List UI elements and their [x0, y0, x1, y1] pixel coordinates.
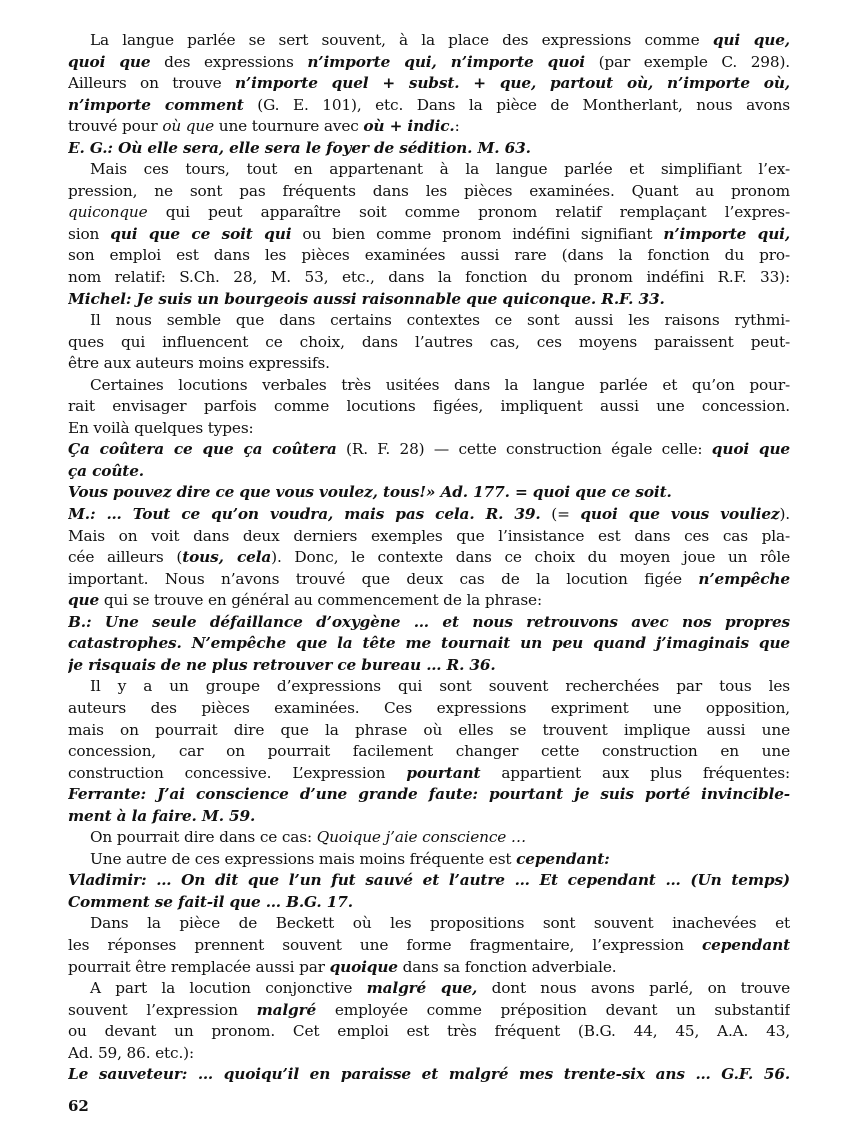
- text-line: pression, ne sont pas fréquents dans les pièces examinées. Quant au pronom: [68, 181, 790, 200]
- text-line: ment à la faire. M. 59.: [68, 806, 256, 825]
- text-line: je risquais de ne plus retrouver ce bureau … R. 36.: [68, 655, 496, 674]
- text-line: Ailleurs on trouve n’importe quel + subst. + que, partout où, n’importe où,: [68, 74, 790, 93]
- text-line: Il y a un groupe d’expressions qui sont souvent recherchées par tous les: [90, 677, 790, 696]
- text-line: Certaines locutions verbales très usitées dans la langue parlée et qu’on pour-: [90, 375, 790, 394]
- text-line: n’importe comment (G. E. 101), etc. Dans la pièce de Montherlant, nous avons: [68, 95, 790, 114]
- text-line: rait envisager parfois comme locutions figées, impliquent aussi une concession.: [68, 397, 790, 416]
- text-line: catastrophes. N’empêche que la tête me tournait un peu quand j’imaginais que: [68, 634, 790, 653]
- text-line: auteurs des pièces examinées. Ces expressions expriment une opposition,: [68, 698, 790, 717]
- text-line: A part la locution conjonctive malgré que, dont nous avons parlé, on trouve: [90, 979, 790, 998]
- text-line: quiconque qui peut apparaître soit comme pronom relatif remplaçant l’expres-: [68, 203, 790, 222]
- page-number: 62: [68, 1097, 89, 1115]
- text-line: Le sauveteur: … quoiqu’il en paraisse et malgré mes trente-six ans … G.F. 56.: [68, 1065, 790, 1084]
- text-line: son emploi est dans les pièces examinées aussi rare (dans la fonction du pro-: [68, 246, 790, 265]
- text-line: sion qui que ce soit qui ou bien comme pronom indéfini signifiant n’importe qui,: [68, 224, 790, 243]
- text-line: Il nous semble que dans certains contextes ce sont aussi les raisons rythmi-: [90, 311, 790, 330]
- text-line: que qui se trouve en général au commencement de la phrase:: [68, 591, 542, 610]
- text-line: pourrait être remplacée aussi par quoique dans sa fonction adverbiale.: [68, 957, 617, 976]
- text-line: Vous pouvez dire ce que vous voulez, tous!» Ad. 177. = quoi que ce soit.: [68, 483, 672, 502]
- text-line: trouvé pour où que une tournure avec où + indic.:: [68, 117, 460, 136]
- text-line: concession, car on pourrait facilement changer cette construction en une: [68, 742, 790, 761]
- text-line: On pourrait dire dans ce cas: Quoique j’aie conscience …: [90, 828, 526, 847]
- text-line: important. Nous n’avons trouvé que deux cas de la locution figée n’empêche: [68, 569, 790, 588]
- text-line: souvent l’expression malgré employée comme préposition devant un substantif: [68, 1000, 790, 1019]
- text-line: être aux auteurs moins expressifs.: [68, 354, 330, 373]
- text-line: La langue parlée se sert souvent, à la place des expressions comme qui que,: [90, 31, 790, 49]
- text-line: Dans la pièce de Beckett où les propositions sont souvent inachevées et: [90, 914, 790, 933]
- text-line: Mais ces tours, tout en appartenant à la langue parlée et simplifiant l’ex-: [90, 160, 790, 179]
- text-line: ques qui influencent ce choix, dans l’autres cas, ces moyens paraissent peut-: [68, 332, 790, 351]
- text-line: ou devant un pronom. Cet emploi est très fréquent (B.G. 44, 45, A.A. 43,: [68, 1022, 790, 1041]
- text-line: cée ailleurs (tous, cela). Donc, le contexte dans ce choix du moyen joue un rôle: [68, 548, 790, 567]
- text-line: E. G.: Où elle sera, elle sera le foyer de sédition. M. 63.: [68, 138, 531, 157]
- text-line: Ça coûtera ce que ça coûtera (R. F. 28) — cette construction égale celle: quoi que: [68, 440, 790, 459]
- text-line: ça coûte.: [68, 461, 144, 480]
- text-line: mais on pourrait dire que la phrase où elles se trouvent implique aussi une: [68, 720, 790, 739]
- text-line: M.: … Tout ce qu’on voudra, mais pas cela. R. 39. (= quoi que vous vouliez).: [68, 505, 790, 524]
- text-line: Mais on voit dans deux derniers exemples que l’insistance est dans ces cas pla-: [68, 526, 790, 545]
- text-line: les réponses prennent souvent une forme fragmentaire, l’expression cependant: [68, 935, 790, 954]
- text-line: Comment se fait-il que … B.G. 17.: [68, 892, 353, 911]
- text-line: Michel: Je suis un bourgeois aussi raisonnable que quiconque. R.F. 33.: [68, 289, 665, 308]
- text-line: nom relatif: S.Ch. 28, M. 53, etc., dans la fonction du pronom indéfini R.F. 33):: [68, 268, 790, 287]
- text-line: Ad. 59, 86. etc.):: [68, 1043, 194, 1062]
- text-line: En voilà quelques types:: [68, 418, 254, 437]
- text-line: quoi que des expressions n’importe qui, n’importe quoi (par exemple C. 298).: [68, 52, 790, 71]
- text-line: B.: Une seule défaillance d’oxygène … et nous retrouvons avec nos propres: [68, 612, 790, 631]
- page-body: [68, 30, 790, 1086]
- text-line: Vladimir: … On dit que l’un fut sauvé et l’autre … Et cependant … (Un temps): [68, 871, 790, 890]
- text-line: Une autre de ces expressions mais moins fréquente est cependant:: [90, 849, 610, 868]
- text-line: construction concessive. L’expression pourtant appartient aux plus fréquentes:: [68, 763, 790, 782]
- text-line: Ferrante: J’ai conscience d’une grande faute: pourtant je suis porté invincible-: [68, 785, 790, 804]
